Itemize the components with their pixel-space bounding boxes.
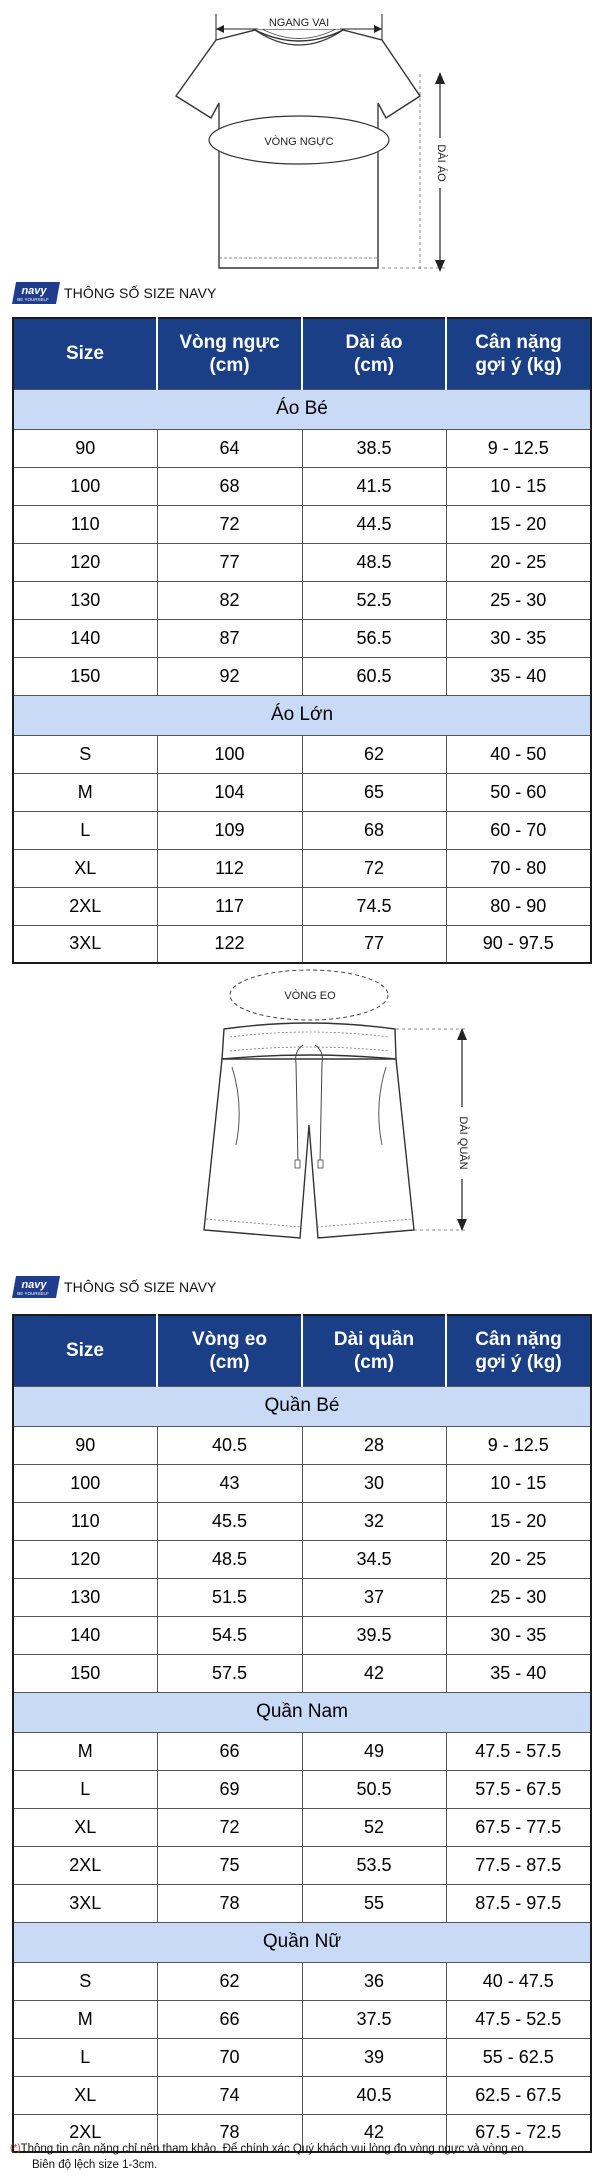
size-cell: L [13, 2038, 157, 2076]
group-title: Quần Nữ [13, 1922, 591, 1962]
size-cell: L [13, 811, 157, 849]
size-cell: S [13, 735, 157, 773]
weight-cell: 55 - 62.5 [446, 2038, 591, 2076]
table-row [13, 2038, 591, 2076]
waist-cell: 48.5 [157, 1540, 302, 1578]
table-row [13, 657, 591, 695]
size-cell: 130 [13, 1578, 157, 1616]
length-cell: 49 [302, 1732, 446, 1770]
shorts-size-table [12, 1314, 592, 2153]
chest-cell: 92 [157, 657, 302, 695]
size-cell: 2XL [13, 1846, 157, 1884]
header-weight [446, 318, 591, 389]
length-cell: 55 [302, 1884, 446, 1922]
length-cell: 52.5 [302, 581, 446, 619]
table-row [13, 1578, 591, 1616]
weight-cell: 40 - 47.5 [446, 1962, 591, 2000]
chest-cell: 104 [157, 773, 302, 811]
weight-cell: 10 - 15 [446, 467, 591, 505]
footnote-marker: (*) [10, 2143, 21, 2154]
chest-cell: 68 [157, 467, 302, 505]
header-length-text: Dài quần (cm) [333, 1328, 415, 1373]
shorts-length-label: DÀI QUẦN [457, 1116, 469, 1170]
table-row [13, 543, 591, 581]
navy-logo [12, 279, 62, 307]
shorts-size-title: THÔNG SỐ SIZE NAVY [64, 1279, 217, 1295]
group-title: Quần Bé [13, 1386, 591, 1426]
weight-cell: 20 - 25 [446, 1540, 591, 1578]
weight-cell: 25 - 30 [446, 1578, 591, 1616]
length-cell: 36 [302, 1962, 446, 2000]
table-row [13, 735, 591, 773]
table-row [13, 1616, 591, 1654]
size-cell: 130 [13, 581, 157, 619]
size-cell: 2XL [13, 887, 157, 925]
size-cell: M [13, 773, 157, 811]
weight-cell: 35 - 40 [446, 657, 591, 695]
length-cell: 32 [302, 1502, 446, 1540]
group-title: Áo Lớn [13, 695, 591, 735]
table-row [13, 1654, 591, 1692]
table-row [13, 619, 591, 657]
size-cell: 90 [13, 1426, 157, 1464]
waist-cell: 54.5 [157, 1616, 302, 1654]
length-cell: 34.5 [302, 1540, 446, 1578]
weight-cell: 15 - 20 [446, 1502, 591, 1540]
footnote-text: Thông tin cân nặng chỉ nên tham khảo. Để chính xác Quý khách vui lòng đo vòng ngực và vòng eo. [20, 2143, 527, 2155]
chest-cell: 100 [157, 735, 302, 773]
waist-cell: 69 [157, 1770, 302, 1808]
size-cell: S [13, 1962, 157, 2000]
weight-cell: 40 - 50 [446, 735, 591, 773]
waist-cell: 51.5 [157, 1578, 302, 1616]
weight-cell: 9 - 12.5 [446, 429, 591, 467]
weight-cell: 25 - 30 [446, 581, 591, 619]
waist-cell: 62 [157, 1962, 302, 2000]
shirt-size-title: THÔNG SỐ SIZE NAVY [64, 285, 217, 301]
length-cell: 65 [302, 773, 446, 811]
length-cell: 77 [302, 925, 446, 963]
size-cell: 3XL [13, 925, 157, 963]
waist-cell: 43 [157, 1464, 302, 1502]
waist-cell: 66 [157, 2000, 302, 2038]
table-row [13, 1770, 591, 1808]
group-row [13, 389, 591, 429]
length-cell: 39.5 [302, 1616, 446, 1654]
waist-cell: 70 [157, 2038, 302, 2076]
logo-tagline: BE YOURSELF [17, 1291, 49, 1296]
length-cell: 50.5 [302, 1770, 446, 1808]
weight-cell: 30 - 35 [446, 1616, 591, 1654]
table-row [13, 1502, 591, 1540]
weight-cell: 77.5 - 87.5 [446, 1846, 591, 1884]
waist-cell: 75 [157, 1846, 302, 1884]
size-cell: 90 [13, 429, 157, 467]
size-cell: 110 [13, 1502, 157, 1540]
table-header-row [13, 1315, 591, 1386]
table-row [13, 2076, 591, 2114]
size-cell: 140 [13, 1616, 157, 1654]
weight-cell: 9 - 12.5 [446, 1426, 591, 1464]
waist-cell: 40.5 [157, 1426, 302, 1464]
table-row [13, 849, 591, 887]
group-row [13, 1386, 591, 1426]
header-waist [157, 1315, 302, 1386]
logo-text: navy [21, 1279, 47, 1291]
size-cell: 110 [13, 505, 157, 543]
shorts-outline-icon [0, 955, 600, 1260]
length-cell: 40.5 [302, 2076, 446, 2114]
header-waist-text: Vòng eo (cm) [192, 1328, 267, 1373]
size-cell: 150 [13, 1654, 157, 1692]
waist-cell: 78 [157, 2114, 302, 2152]
weight-cell: 67.5 - 77.5 [446, 1808, 591, 1846]
length-cell: 68 [302, 811, 446, 849]
table-row [13, 1962, 591, 2000]
header-size: Size [13, 1315, 157, 1386]
weight-cell: 50 - 60 [446, 773, 591, 811]
size-cell: M [13, 2000, 157, 2038]
chest-cell: 112 [157, 849, 302, 887]
shirt-diagram [0, 0, 600, 278]
weight-cell: 62.5 - 67.5 [446, 2076, 591, 2114]
weight-cell: 30 - 35 [446, 619, 591, 657]
group-title: Áo Bé [13, 389, 591, 429]
table-row [13, 467, 591, 505]
size-cell: 3XL [13, 1884, 157, 1922]
waist-cell: 66 [157, 1732, 302, 1770]
weight-cell: 80 - 90 [446, 887, 591, 925]
table-row [13, 1884, 591, 1922]
table-row [13, 1540, 591, 1578]
table-row [13, 1808, 591, 1846]
length-cell: 74.5 [302, 887, 446, 925]
size-cell: 2XL [13, 2114, 157, 2152]
size-cell: 120 [13, 1540, 157, 1578]
chest-cell: 72 [157, 505, 302, 543]
length-cell: 38.5 [302, 429, 446, 467]
table-row [13, 1732, 591, 1770]
weight-cell: 15 - 20 [446, 505, 591, 543]
length-cell: 30 [302, 1464, 446, 1502]
size-cell: 100 [13, 467, 157, 505]
table-row [13, 429, 591, 467]
chest-cell: 109 [157, 811, 302, 849]
waist-label: VÒNG EO [284, 990, 336, 1002]
table-row [13, 1426, 591, 1464]
table-row [13, 887, 591, 925]
length-cell: 42 [302, 2114, 446, 2152]
logo-text: navy [21, 285, 47, 297]
header-chest-text: Vòng ngực (cm) [179, 331, 280, 376]
size-cell: XL [13, 2076, 157, 2114]
size-cell: 150 [13, 657, 157, 695]
length-cell: 37 [302, 1578, 446, 1616]
length-cell: 42 [302, 1654, 446, 1692]
table-row [13, 811, 591, 849]
chest-label: VÒNG NGỰC [264, 136, 334, 148]
weight-cell: 87.5 - 97.5 [446, 1884, 591, 1922]
length-cell: 48.5 [302, 543, 446, 581]
header-weight-text: Cân nặng gợi ý (kg) [475, 331, 562, 376]
logo-tagline: BE YOURSELF [17, 297, 49, 302]
size-cell: 100 [13, 1464, 157, 1502]
length-cell: 72 [302, 849, 446, 887]
chest-cell: 64 [157, 429, 302, 467]
weight-cell: 47.5 - 57.5 [446, 1732, 591, 1770]
weight-cell: 20 - 25 [446, 543, 591, 581]
waist-cell: 72 [157, 1808, 302, 1846]
weight-cell: 10 - 15 [446, 1464, 591, 1502]
table-header-row [13, 318, 591, 389]
chest-cell: 122 [157, 925, 302, 963]
weight-cell: 35 - 40 [446, 1654, 591, 1692]
header-weight-text: Cân nặng gợi ý (kg) [475, 1328, 562, 1373]
group-row [13, 695, 591, 735]
footnote-line-2: Biên độ lệch size 1-3cm. [32, 2159, 158, 2171]
navy-logo [12, 1273, 62, 1301]
header-length-text: Dài áo (cm) [345, 331, 403, 376]
length-cell: 28 [302, 1426, 446, 1464]
footnote-line-1 [10, 2141, 590, 2157]
waist-cell: 78 [157, 1884, 302, 1922]
chest-cell: 82 [157, 581, 302, 619]
size-cell: L [13, 1770, 157, 1808]
table-row [13, 505, 591, 543]
weight-cell: 70 - 80 [446, 849, 591, 887]
chest-cell: 77 [157, 543, 302, 581]
weight-cell: 90 - 97.5 [446, 925, 591, 963]
weight-cell: 67.5 - 72.5 [446, 2114, 591, 2152]
header-weight [446, 1315, 591, 1386]
size-cell: 120 [13, 543, 157, 581]
table-row [13, 2000, 591, 2038]
size-cell: XL [13, 849, 157, 887]
footnote [10, 2141, 590, 2173]
shorts-brand-header [12, 1272, 216, 1302]
size-cell: XL [13, 1808, 157, 1846]
length-cell: 39 [302, 2038, 446, 2076]
table-row [13, 1846, 591, 1884]
header-length [302, 1315, 446, 1386]
chest-cell: 87 [157, 619, 302, 657]
header-chest [157, 318, 302, 389]
waist-cell: 74 [157, 2076, 302, 2114]
group-title: Quần Nam [13, 1692, 591, 1732]
weight-cell: 47.5 - 52.5 [446, 2000, 591, 2038]
length-cell: 53.5 [302, 1846, 446, 1884]
t-shirt-outline-icon [0, 0, 600, 278]
length-cell: 37.5 [302, 2000, 446, 2038]
header-size: Size [13, 318, 157, 389]
waist-cell: 45.5 [157, 1502, 302, 1540]
weight-cell: 60 - 70 [446, 811, 591, 849]
table-row [13, 773, 591, 811]
chest-cell: 117 [157, 887, 302, 925]
waist-cell: 57.5 [157, 1654, 302, 1692]
shirt-size-table [12, 317, 592, 964]
length-cell: 52 [302, 1808, 446, 1846]
header-length [302, 318, 446, 389]
length-cell: 41.5 [302, 467, 446, 505]
shorts-diagram [0, 955, 600, 1260]
weight-cell: 57.5 - 67.5 [446, 1770, 591, 1808]
group-row [13, 1692, 591, 1732]
length-cell: 56.5 [302, 619, 446, 657]
length-cell: 62 [302, 735, 446, 773]
length-cell: 60.5 [302, 657, 446, 695]
length-cell: 44.5 [302, 505, 446, 543]
shirt-length-label: DÀI ÁO [435, 144, 447, 182]
shoulder-label: NGANG VAI [268, 17, 330, 29]
shirt-brand-header [12, 278, 216, 308]
group-row [13, 1922, 591, 1962]
size-cell: 140 [13, 619, 157, 657]
table-row [13, 581, 591, 619]
table-row [13, 1464, 591, 1502]
size-cell: M [13, 1732, 157, 1770]
